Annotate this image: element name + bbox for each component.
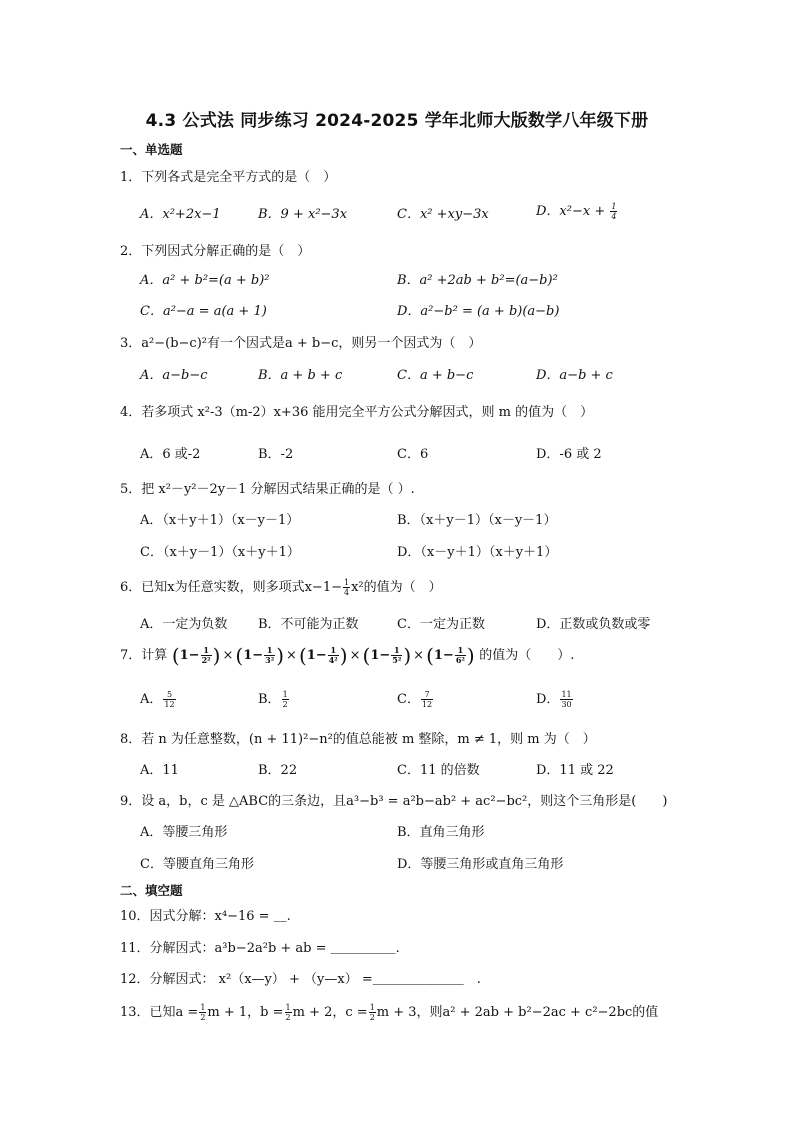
question-3-option-b: B．a + b + c — [258, 368, 343, 383]
question-8-option-a: A．11 — [140, 763, 179, 778]
times-sign: × — [286, 648, 297, 663]
question-8-stem: 8．若 n 为任意整数，(n + 11)²−n²的值总能被 m 整除，m ≠ 1，则 m 为（ ） — [120, 732, 596, 747]
option-label: C． — [397, 692, 420, 707]
paren: ) — [339, 643, 348, 668]
section-heading-single-choice: 一、单选题 — [120, 142, 183, 157]
question-3-option-a: A．a−b−c — [140, 368, 208, 383]
fraction: $\frac{5}{12}$ — [164, 690, 175, 709]
question-8-option-b: B．22 — [258, 763, 298, 778]
factor-text: 1− — [179, 648, 200, 663]
product-factor — [171, 643, 221, 668]
fraction: $\frac{11}{30}$ — [561, 690, 572, 709]
paren: ( — [426, 643, 434, 668]
fraction: $\frac{1}{\text{2²}}$ — [201, 645, 211, 665]
question-6-stem-part1: 6．已知x为任意实数，则多项式x−1− — [120, 580, 342, 595]
question-5-option-c: C．（x＋y－1）（x＋y＋1） — [140, 545, 300, 560]
paren: ) — [466, 643, 475, 668]
question-5-stem: 5．把 x²－y²－2y－1 分解因式结果正确的是（ ）. — [120, 482, 415, 497]
question-1-stem: 1．下列各式是完全平方式的是（ ） — [120, 170, 337, 185]
times-sign: × — [222, 648, 234, 663]
fraction: $\frac{1}{\text{3²}}$ — [265, 645, 275, 665]
product-factor — [426, 643, 475, 668]
paren: ( — [362, 643, 371, 668]
question-1-option-a: A．x²+2x−1 — [140, 207, 221, 222]
question-12-stem: 12．分解因式： x²（x—y） + （y—x） =＿＿＿＿＿＿＿ . — [120, 972, 481, 987]
question-6-stem — [120, 576, 442, 597]
factor-text: 1− — [243, 648, 264, 663]
paren: ) — [276, 643, 285, 668]
question-8-option-c: C．11 的倍数 — [397, 763, 480, 778]
question-6-option-b: B．不可能为正数 — [258, 617, 359, 632]
question-10-stem: 10．因式分解：x⁴−16 = ＿. — [120, 909, 291, 924]
question-9-option-d: D．等腰三角形或直角三角形 — [397, 857, 564, 872]
question-7-stem — [120, 644, 574, 666]
times-sign: × — [349, 648, 361, 663]
page-title: 4.3 公式法 同步练习 2024-2025 学年北师大版数学八年级下册 — [145, 111, 649, 131]
question-6-option-d: D．正数或负数或零 — [536, 617, 651, 632]
question-9-option-c: C．等腰直角三角形 — [140, 857, 254, 872]
question-6-option-c: C．一定为正数 — [397, 617, 485, 632]
question-7-option-b — [258, 688, 290, 709]
question-2-option-b: B．a² +2ab + b²=(a−b)² — [397, 273, 558, 288]
question-1-option-b: B．9 + x²−3x — [258, 207, 348, 222]
question-7-option-d — [536, 688, 574, 709]
question-6-stem-part2: x²的值为（ ） — [351, 580, 442, 595]
question-7-option-c — [397, 688, 434, 709]
question-4-option-b: B．-2 — [258, 447, 294, 462]
question-13-part3: m + 2，c = — [292, 1005, 368, 1020]
question-1-option-d-text: D．x²−x + — [536, 204, 606, 219]
question-7-suffix: 的值为（ ）. — [479, 648, 575, 663]
fraction: $\frac{1}{2}$ — [200, 1003, 206, 1022]
question-4-option-d: D．-6 或 2 — [536, 447, 602, 462]
question-8-option-d: D．11 或 22 — [536, 763, 614, 778]
option-label: B． — [258, 692, 281, 707]
question-9-option-a: A．等腰三角形 — [140, 825, 228, 840]
question-5-option-b: B．（x＋y－1）（x－y－1） — [397, 513, 557, 528]
fraction: $\frac{1}{2}$ — [285, 1003, 291, 1022]
question-5-option-d: D．（x－y＋1）（x＋y＋1） — [397, 545, 558, 560]
question-7-prefix: 7．计算 — [120, 648, 168, 663]
question-2-option-a: A．a² + b²=(a + b)² — [140, 273, 270, 288]
question-5-option-a: A．（x＋y＋1）（x－y－1） — [140, 513, 300, 528]
fraction: $\frac{7}{12}$ — [421, 690, 433, 709]
option-label: A． — [140, 692, 163, 707]
fraction: $\frac{1}{\text{6²}}$ — [455, 645, 465, 665]
paren: ( — [235, 643, 244, 668]
question-9-option-b: B．直角三角形 — [397, 825, 485, 840]
paren: ) — [212, 643, 221, 668]
question-2-option-c: C．a²−a = a(a + 1) — [140, 304, 267, 319]
question-9-stem: 9．设 a，b，c 是 △ABC的三条边，且a³−b³ = a²b−ab² + ac²−bc²，则这个三角形是( ) — [120, 794, 668, 809]
product-factor — [235, 643, 285, 668]
fraction: $\frac{1}{2}$ — [369, 1003, 375, 1022]
question-2-stem: 2．下列因式分解正确的是（ ） — [120, 244, 311, 259]
question-7-option-a — [140, 688, 177, 709]
question-11-stem: 11．分解因式：a³b−2a²b + ab = ＿＿＿＿＿. — [120, 941, 400, 956]
product-factor — [298, 643, 348, 668]
fraction: $\frac{1}{\text{4²}}$ — [328, 645, 338, 665]
paren: ( — [298, 643, 307, 668]
option-label: D． — [536, 692, 560, 707]
fraction: $\frac{1}{4}$ — [344, 578, 350, 597]
factor-text: 1− — [433, 648, 454, 663]
question-13-part4: m + 3，则a² + 2ab + b²−2ac + c²−2bc的值 — [376, 1005, 659, 1020]
question-2-option-d: D．a²−b² = (a + b)(a−b) — [397, 304, 560, 319]
question-1-option-d — [536, 200, 618, 221]
paren: ( — [171, 643, 180, 668]
question-3-stem: 3．a²−(b−c)²有一个因式是a + b−c，则另一个因式为（ ） — [120, 336, 482, 351]
fraction: $\frac{1}{4}$ — [611, 202, 617, 221]
paren: ) — [403, 643, 412, 668]
question-13-part2: m + 1，b = — [207, 1005, 284, 1020]
fraction: $\frac{1}{2}$ — [282, 690, 288, 709]
factor-text: 1− — [370, 648, 391, 663]
question-7-expression — [171, 643, 475, 668]
question-4-option-a: A．6 或-2 — [140, 447, 201, 462]
product-factor — [362, 643, 412, 668]
question-3-option-d: D．a−b + c — [536, 368, 613, 383]
question-13-part1: 13．已知a = — [120, 1005, 199, 1020]
question-6-option-a: A．一定为负数 — [140, 617, 228, 632]
fraction: $\frac{1}{\text{5²}}$ — [392, 645, 402, 665]
times-sign: × — [413, 648, 425, 663]
question-4-stem: 4．若多项式 x²-3（m-2）x+36 能用完全平方公式分解因式，则 m 的值为（ ） — [120, 405, 594, 420]
section-heading-fill-in: 二、填空题 — [120, 883, 183, 898]
question-13-stem — [120, 1001, 658, 1022]
question-4-option-c: C．6 — [397, 447, 429, 462]
question-3-option-c: C．a + b−c — [397, 368, 474, 383]
factor-text: 1− — [306, 648, 327, 663]
question-1-option-c: C．x² +xy−3x — [397, 207, 489, 222]
